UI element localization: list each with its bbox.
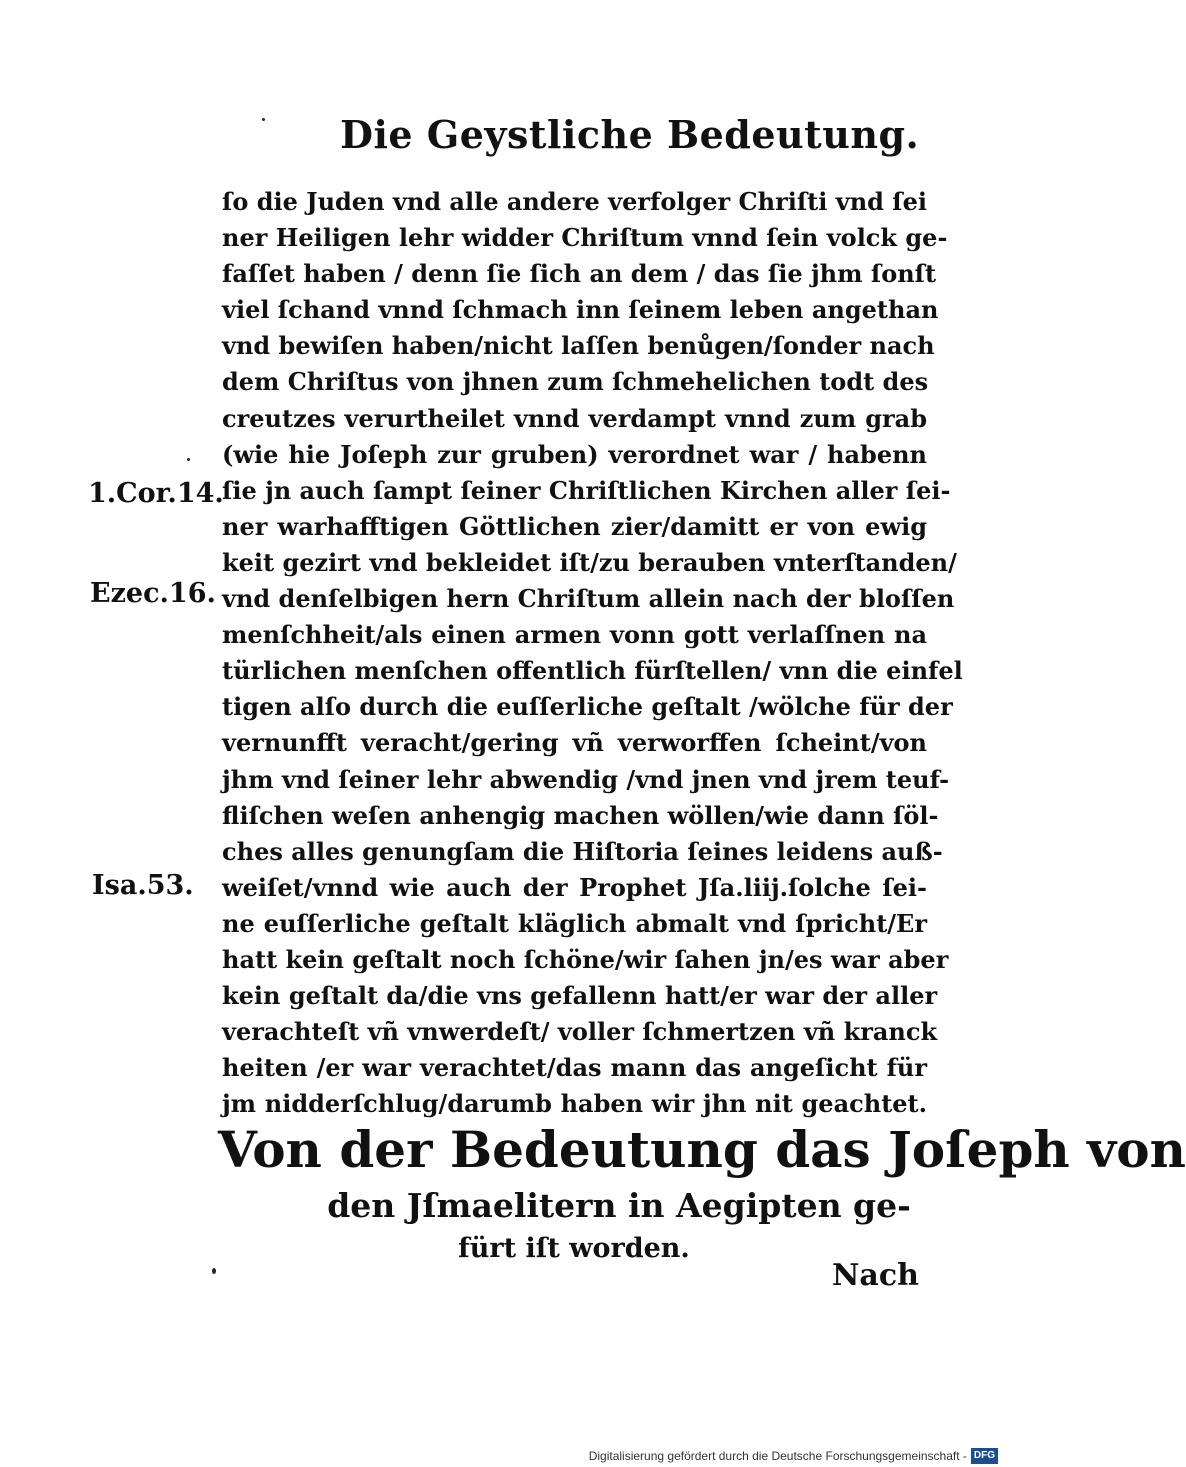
text-line: ſie jn auch ſampt ſeiner Chriſtlichen Kirchen aller ſei- xyxy=(222,475,951,505)
scan-speck xyxy=(262,118,265,121)
text-line: vnd denſelbigen hern Chriſtum allein nach der bloſſen xyxy=(222,584,955,614)
dfg-logo: DFG xyxy=(971,1448,998,1464)
text-line: jm nidderſchlug/darumb haben wir jhn nit geachtet. xyxy=(222,1089,927,1119)
text-line: ches alles genungſam die Hiſtoria ſeines leidens auß- xyxy=(222,836,943,866)
margin-note-cor: 1.Cor.14. xyxy=(88,478,224,509)
scan-speck xyxy=(187,458,190,461)
section-heading-line-3: fürt iſt worden. xyxy=(458,1233,690,1264)
text-line: keit gezirt vnd bekleidet iſt/zu berauben vnterſtanden/ xyxy=(222,547,957,577)
text-line: viel ſchand vnnd ſchmach inn ſeinem leben angethan xyxy=(222,295,939,325)
text-line: dem Chriſtus von jhnen zum ſchmehelichen todt des xyxy=(222,367,929,397)
text-line: ner warhafftigen Göttlichen zier/damitt er von ewig xyxy=(222,511,927,541)
text-line: weiſet/vnnd wie auch der Prophet Jſa.liij.ſolche ſei- xyxy=(222,872,927,902)
text-line: creutzes verurtheilet vnnd verdampt vnnd zum grab xyxy=(222,403,927,433)
text-line: hatt kein geſtalt noch ſchöne/wir ſahen jn/es war aber xyxy=(222,944,949,974)
text-line: ner Heiligen lehr widder Chriſtum vnnd ſein volck ge- xyxy=(222,223,948,253)
text-line: ſo die Juden vnd alle andere verfolger Chriſti vnd ſei xyxy=(222,187,927,216)
text-line: verachteſt vñ vnwerdeſt/ voller ſchmertzen vñ kranck xyxy=(222,1017,938,1047)
text-line: ne euſſerliche geſtalt kläglich abmalt vnd ſpricht/Er xyxy=(222,908,927,938)
scan-speck xyxy=(212,1268,216,1274)
footer-text: Digitalisierung gefördert durch die Deutsche Forschungsgemeinschaft - xyxy=(588,1449,967,1463)
text-line: faſſet haben / denn ſie ſich an dem / das ſie jhm ſonſt xyxy=(222,259,937,289)
text-line: kein geſtalt da/die vns gefallenn hatt/er war der aller xyxy=(222,981,938,1011)
body-text xyxy=(222,184,963,1122)
section-heading-line-1: Von der Bedeutung das Joſeph von xyxy=(218,1120,1186,1179)
text-line: türlichen menſchen offentlich fürſtellen/ vnn die einfel xyxy=(222,656,963,686)
text-line: menſchheit/als einen armen vonn gott verlaſſnen na xyxy=(222,620,927,650)
text-line: fliſchen weſen anhengig machen wöllen/wie dann ſöl- xyxy=(222,800,939,830)
catchword: Nach xyxy=(832,1258,919,1293)
running-head: Die Geystliche Bedeutung. xyxy=(340,112,920,157)
section-heading-line-2: den Jſmaelitern in Aegipten ge- xyxy=(327,1186,911,1225)
text-line: (wie hie Joſeph zur gruben) verordnet war / habenn xyxy=(222,439,927,469)
text-line: tigen alſo durch die euſſerliche geſtalt /wölche für der xyxy=(222,692,953,722)
text-line: vernunfft veracht/gering vñ verworffen ſcheint/von xyxy=(222,728,927,758)
margin-note-isa: Isa.53. xyxy=(92,870,194,901)
margin-note-ezec: Ezec.16. xyxy=(90,578,216,609)
text-line: heiten /er war verachtet/das mann das angeſicht für xyxy=(222,1053,927,1083)
digitization-footer xyxy=(589,1445,1000,1467)
section-heading xyxy=(218,1118,1186,1268)
text-line: jhm vnd ſeiner lehr abwendig /vnd jnen vnd jrem teuf- xyxy=(222,764,950,794)
text-line: vnd bewiſen haben/nicht laſſen benůgen/ſonder nach xyxy=(222,331,935,361)
